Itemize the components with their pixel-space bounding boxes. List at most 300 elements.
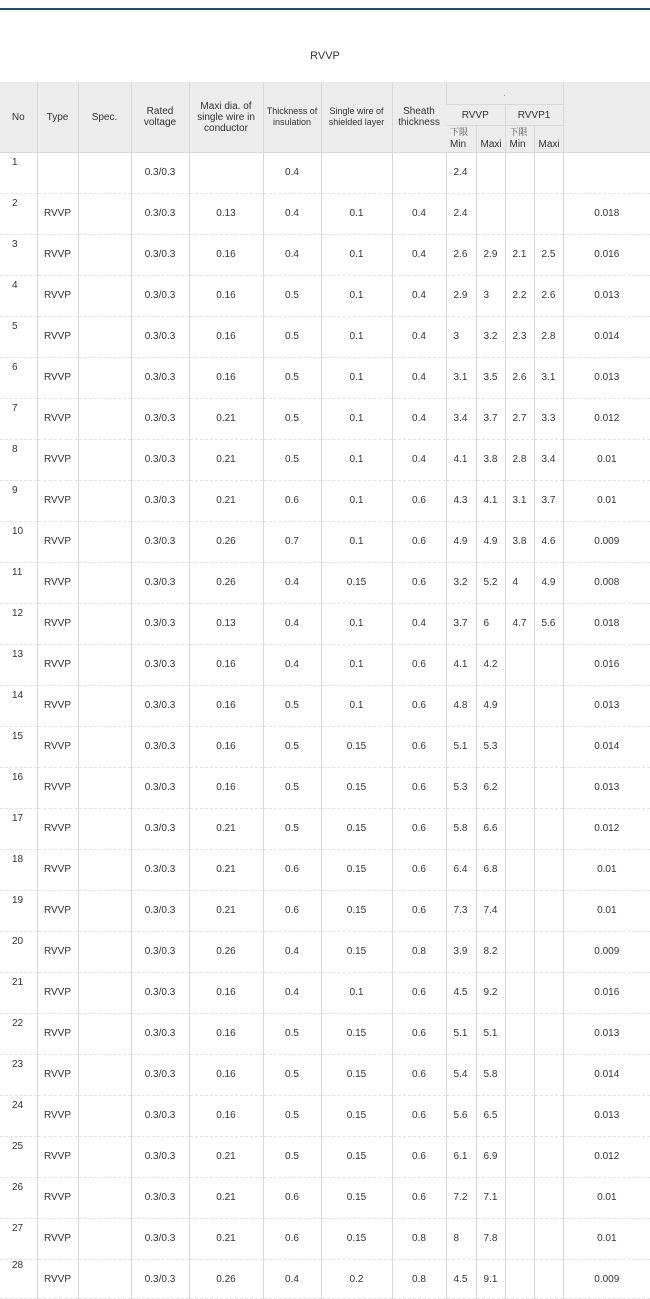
cell-rvvp1-maxi — [534, 686, 563, 727]
cell-last: 0.01 — [563, 1178, 650, 1219]
cell-spec — [78, 1178, 131, 1219]
table-row — [0, 850, 650, 891]
cell-rated-voltage: 0.3/0.3 — [131, 973, 189, 1014]
cell-shield-wire: 0.1 — [321, 645, 392, 686]
cell-rvvp-maxi: 6.5 — [476, 1096, 505, 1137]
cell-rvvp-min: 5.1 — [446, 727, 476, 768]
cell-maxi-dia: 0.13 — [189, 194, 263, 235]
cell-rvvp1-min — [505, 194, 534, 235]
cell-rvvp-min: 5.1 — [446, 1014, 476, 1055]
cell-sheath: 0.6 — [392, 563, 446, 604]
cell-rvvp-min: 7.3 — [446, 891, 476, 932]
cell-insulation: 0.4 — [263, 153, 321, 194]
cell-no: 25 — [12, 1141, 24, 1152]
cell-rated-voltage: 0.3/0.3 — [131, 522, 189, 563]
cell-rvvp-min: 3.2 — [446, 563, 476, 604]
cell-rvvp1-maxi — [534, 194, 563, 235]
cell-rated-voltage: 0.3/0.3 — [131, 194, 189, 235]
cell-shield-wire: 0.15 — [321, 1219, 392, 1260]
table-row — [0, 932, 650, 973]
cell-rvvp-min: 2.4 — [446, 194, 476, 235]
cell-rvvp-min: 3.4 — [446, 399, 476, 440]
cell-maxi-dia: 0.26 — [189, 522, 263, 563]
cell-maxi-dia: 0.21 — [189, 1178, 263, 1219]
cell-rvvp-min: 6.4 — [446, 850, 476, 891]
cell-spec — [78, 194, 131, 235]
cell-rvvp1-min: 4.7 — [505, 604, 534, 645]
cell-type: RVVP — [37, 645, 78, 686]
cell-rvvp-min: 8 — [446, 1219, 476, 1260]
cell-rvvp1-min: 2.3 — [505, 317, 534, 358]
cell-maxi-dia: 0.21 — [189, 891, 263, 932]
table-row — [0, 809, 650, 850]
cell-rvvp-maxi: 9.1 — [476, 1260, 505, 1299]
cell-sheath: 0.6 — [392, 973, 446, 1014]
cell-type: RVVP — [37, 1260, 78, 1299]
cell-no: 18 — [12, 854, 24, 865]
cell-type: RVVP — [37, 563, 78, 604]
cell-maxi-dia: 0.16 — [189, 768, 263, 809]
table-row — [0, 1096, 650, 1137]
cell-spec — [78, 1219, 131, 1260]
cell-last: 0.013 — [563, 358, 650, 399]
cell-spec — [78, 891, 131, 932]
cell-rvvp-min: 3 — [446, 317, 476, 358]
cell-last: 0.013 — [563, 768, 650, 809]
header-sheath-thickness: Sheath thickness — [392, 82, 446, 153]
cell-rvvp-maxi: 5.1 — [476, 1014, 505, 1055]
table-row — [0, 358, 650, 399]
cell-spec — [78, 768, 131, 809]
cell-type: RVVP — [37, 973, 78, 1014]
cell-rvvp1-maxi — [534, 1260, 563, 1299]
cell-rvvp-maxi: 6.9 — [476, 1137, 505, 1178]
header-single-wire-shield: Single wire of shielded layer — [321, 82, 392, 153]
cell-shield-wire — [321, 153, 392, 194]
header-rvvp-min: 下限 Min — [446, 126, 476, 153]
cell-insulation: 0.5 — [263, 686, 321, 727]
cell-rvvp1-min: 3.8 — [505, 522, 534, 563]
cell-maxi-dia: 0.21 — [189, 481, 263, 522]
cell-insulation: 0.5 — [263, 440, 321, 481]
table-row — [0, 235, 650, 276]
cell-type: RVVP — [37, 194, 78, 235]
cell-insulation: 0.5 — [263, 1096, 321, 1137]
table-row — [0, 1137, 650, 1178]
cell-rated-voltage: 0.3/0.3 — [131, 481, 189, 522]
top-rule — [0, 8, 650, 10]
table-row — [0, 399, 650, 440]
cell-insulation: 0.5 — [263, 399, 321, 440]
cell-no: 1 — [12, 157, 18, 168]
cell-rvvp-maxi — [476, 194, 505, 235]
cell-rvvp1-maxi — [534, 1137, 563, 1178]
cell-spec — [78, 358, 131, 399]
cell-rated-voltage: 0.3/0.3 — [131, 645, 189, 686]
cell-maxi-dia: 0.21 — [189, 1219, 263, 1260]
cell-rvvp1-maxi: 2.5 — [534, 235, 563, 276]
cell-rvvp-maxi: 2.9 — [476, 235, 505, 276]
cell-shield-wire: 0.1 — [321, 522, 392, 563]
cell-sheath: 0.6 — [392, 522, 446, 563]
cell-insulation: 0.5 — [263, 317, 321, 358]
header-spec: Spec. — [78, 82, 131, 153]
cell-spec — [78, 153, 131, 194]
cell-shield-wire: 0.1 — [321, 358, 392, 399]
header-blank — [563, 82, 650, 153]
cell-rvvp-maxi: 6 — [476, 604, 505, 645]
cell-no: 15 — [12, 731, 24, 742]
cell-type: RVVP — [37, 809, 78, 850]
cell-rvvp1-maxi — [534, 973, 563, 1014]
cell-shield-wire: 0.1 — [321, 317, 392, 358]
table-row — [0, 1055, 650, 1096]
cell-rated-voltage: 0.3/0.3 — [131, 440, 189, 481]
cell-last: 0.01 — [563, 891, 650, 932]
cell-rvvp-maxi: 9.2 — [476, 973, 505, 1014]
cell-rvvp-min: 5.3 — [446, 768, 476, 809]
cell-no: 16 — [12, 772, 24, 783]
cell-insulation: 0.4 — [263, 645, 321, 686]
cell-rated-voltage: 0.3/0.3 — [131, 1096, 189, 1137]
cell-rated-voltage: 0.3/0.3 — [131, 1219, 189, 1260]
cell-rvvp-maxi: 7.8 — [476, 1219, 505, 1260]
cell-no: 19 — [12, 895, 24, 906]
cell-spec — [78, 481, 131, 522]
cell-shield-wire: 0.1 — [321, 604, 392, 645]
cell-rvvp-min: 4.8 — [446, 686, 476, 727]
cell-type: RVVP — [37, 1014, 78, 1055]
cell-shield-wire: 0.1 — [321, 973, 392, 1014]
cell-shield-wire: 0.15 — [321, 1055, 392, 1096]
cell-rvvp1-min — [505, 1260, 534, 1299]
cell-sheath: 0.4 — [392, 440, 446, 481]
cell-maxi-dia: 0.26 — [189, 1260, 263, 1299]
cell-rvvp1-maxi — [534, 809, 563, 850]
cell-maxi-dia: 0.21 — [189, 399, 263, 440]
cell-rvvp-min: 3.7 — [446, 604, 476, 645]
cell-rvvp1-maxi — [534, 891, 563, 932]
cell-insulation: 0.6 — [263, 891, 321, 932]
cell-shield-wire: 0.15 — [321, 850, 392, 891]
cell-last: 0.009 — [563, 1260, 650, 1299]
cell-rvvp1-min: 2.7 — [505, 399, 534, 440]
cell-rvvp-min: 4.9 — [446, 522, 476, 563]
cell-spec — [78, 276, 131, 317]
table-row — [0, 686, 650, 727]
cell-rvvp-maxi: 3.7 — [476, 399, 505, 440]
cell-maxi-dia: 0.21 — [189, 850, 263, 891]
cell-sheath: 0.8 — [392, 1219, 446, 1260]
cell-type: RVVP — [37, 1219, 78, 1260]
spec-table — [0, 82, 650, 1299]
cell-rvvp-min: 7.2 — [446, 1178, 476, 1219]
cell-shield-wire: 0.15 — [321, 727, 392, 768]
cell-last: 0.016 — [563, 973, 650, 1014]
cell-sheath: 0.4 — [392, 235, 446, 276]
cell-rated-voltage: 0.3/0.3 — [131, 1178, 189, 1219]
cell-last: 0.01 — [563, 1219, 650, 1260]
cell-no: 20 — [12, 936, 24, 947]
cell-rvvp1-min: 3.1 — [505, 481, 534, 522]
cell-rvvp1-min — [505, 727, 534, 768]
table-row — [0, 317, 650, 358]
cell-spec — [78, 1014, 131, 1055]
cell-rvvp-min: 2.6 — [446, 235, 476, 276]
header-no: No — [0, 82, 37, 153]
cell-insulation: 0.4 — [263, 1260, 321, 1299]
cell-rvvp1-maxi — [534, 645, 563, 686]
cell-no: 24 — [12, 1100, 24, 1111]
cell-shield-wire: 0.15 — [321, 1178, 392, 1219]
cell-no: 7 — [12, 403, 18, 414]
cell-type: RVVP — [37, 1137, 78, 1178]
cell-rvvp1-maxi — [534, 768, 563, 809]
cell-rated-voltage: 0.3/0.3 — [131, 932, 189, 973]
cell-rvvp-maxi: 3.2 — [476, 317, 505, 358]
cell-spec — [78, 645, 131, 686]
cell-rated-voltage: 0.3/0.3 — [131, 1260, 189, 1299]
header-rvvp: RVVP — [446, 105, 505, 126]
cell-maxi-dia: 0.21 — [189, 1137, 263, 1178]
cell-sheath: 0.6 — [392, 1178, 446, 1219]
table-row — [0, 1178, 650, 1219]
cell-rvvp-min: 3.1 — [446, 358, 476, 399]
cell-rated-voltage: 0.3/0.3 — [131, 276, 189, 317]
cell-no: 12 — [12, 608, 24, 619]
cell-maxi-dia: 0.16 — [189, 276, 263, 317]
header-type: Type — [37, 82, 78, 153]
cell-last — [563, 153, 650, 194]
cell-maxi-dia: 0.16 — [189, 235, 263, 276]
cell-shield-wire: 0.15 — [321, 809, 392, 850]
cell-rvvp-maxi: 6.2 — [476, 768, 505, 809]
cell-no: 28 — [12, 1260, 24, 1271]
cell-no: 27 — [12, 1223, 24, 1234]
cell-last: 0.013 — [563, 686, 650, 727]
cell-maxi-dia: 0.16 — [189, 645, 263, 686]
table-row — [0, 645, 650, 686]
cell-rvvp1-min: 2.2 — [505, 276, 534, 317]
cell-type: RVVP — [37, 727, 78, 768]
cell-shield-wire: 0.2 — [321, 1260, 392, 1299]
cell-rvvp1-min: 2.8 — [505, 440, 534, 481]
cell-rvvp-min: 5.8 — [446, 809, 476, 850]
cell-insulation: 0.5 — [263, 358, 321, 399]
table-row — [0, 1260, 650, 1299]
table-row — [0, 768, 650, 809]
cell-maxi-dia: 0.16 — [189, 1096, 263, 1137]
cell-sheath: 0.8 — [392, 1260, 446, 1299]
cell-shield-wire: 0.1 — [321, 235, 392, 276]
cell-shield-wire: 0.15 — [321, 1014, 392, 1055]
cell-rvvp1-maxi: 3.3 — [534, 399, 563, 440]
header-maxi-dia: Maxi dia. of single wire in conductor — [189, 82, 263, 153]
cell-rvvp-min: 6.1 — [446, 1137, 476, 1178]
cell-sheath: 0.8 — [392, 932, 446, 973]
cell-type: RVVP — [37, 686, 78, 727]
header-thickness-insulation: Thickness of insulation — [263, 82, 321, 153]
cell-rvvp1-min — [505, 1055, 534, 1096]
cell-no: 21 — [12, 977, 24, 988]
cell-rvvp-min: 4.3 — [446, 481, 476, 522]
cell-rvvp1-min — [505, 1014, 534, 1055]
cell-maxi-dia: 0.16 — [189, 1014, 263, 1055]
cell-rvvp-maxi: 4.1 — [476, 481, 505, 522]
cell-maxi-dia: 0.21 — [189, 809, 263, 850]
cell-spec — [78, 932, 131, 973]
cell-maxi-dia: 0.16 — [189, 317, 263, 358]
cell-spec — [78, 317, 131, 358]
cell-maxi-dia: 0.16 — [189, 358, 263, 399]
cell-rvvp1-min — [505, 1219, 534, 1260]
cell-last: 0.013 — [563, 1014, 650, 1055]
cell-type: RVVP — [37, 891, 78, 932]
cell-rvvp-maxi: 7.4 — [476, 891, 505, 932]
cell-rated-voltage: 0.3/0.3 — [131, 809, 189, 850]
cell-rvvp-maxi: 5.8 — [476, 1055, 505, 1096]
cell-sheath: 0.4 — [392, 604, 446, 645]
cell-insulation: 0.4 — [263, 932, 321, 973]
cell-rated-voltage: 0.3/0.3 — [131, 1014, 189, 1055]
cell-rvvp1-maxi — [534, 1014, 563, 1055]
cell-no: 9 — [12, 485, 18, 496]
cell-insulation: 0.6 — [263, 1219, 321, 1260]
cell-last: 0.008 — [563, 563, 650, 604]
cell-maxi-dia: 0.16 — [189, 686, 263, 727]
cell-no: 6 — [12, 362, 18, 373]
cell-sheath: 0.6 — [392, 1096, 446, 1137]
table-row — [0, 891, 650, 932]
cell-rvvp1-min — [505, 768, 534, 809]
cell-sheath — [392, 153, 446, 194]
cell-no: 2 — [12, 198, 18, 209]
cell-insulation: 0.5 — [263, 768, 321, 809]
cell-no: 14 — [12, 690, 24, 701]
cell-rvvp1-min — [505, 1178, 534, 1219]
cell-insulation: 0.7 — [263, 522, 321, 563]
cell-type: RVVP — [37, 358, 78, 399]
cell-last: 0.018 — [563, 604, 650, 645]
cell-type — [37, 153, 78, 194]
cell-rvvp-maxi: 4.2 — [476, 645, 505, 686]
table-row — [0, 522, 650, 563]
cell-rated-voltage: 0.3/0.3 — [131, 1137, 189, 1178]
cell-sheath: 0.4 — [392, 317, 446, 358]
cell-no: 23 — [12, 1059, 24, 1070]
cell-rvvp-min: 4.5 — [446, 973, 476, 1014]
cell-last: 0.012 — [563, 809, 650, 850]
cell-rated-voltage: 0.3/0.3 — [131, 850, 189, 891]
cell-last: 0.016 — [563, 235, 650, 276]
table-row — [0, 563, 650, 604]
cell-rvvp1-min — [505, 891, 534, 932]
cell-rvvp1-maxi — [534, 727, 563, 768]
cell-type: RVVP — [37, 1178, 78, 1219]
table-row — [0, 276, 650, 317]
cell-type: RVVP — [37, 440, 78, 481]
table-row — [0, 194, 650, 235]
cell-shield-wire: 0.1 — [321, 399, 392, 440]
cell-sheath: 0.6 — [392, 686, 446, 727]
cell-rated-voltage: 0.3/0.3 — [131, 891, 189, 932]
cell-maxi-dia: 0.16 — [189, 1055, 263, 1096]
cell-sheath: 0.4 — [392, 358, 446, 399]
cell-insulation: 0.5 — [263, 1055, 321, 1096]
cell-shield-wire: 0.1 — [321, 440, 392, 481]
table-row — [0, 440, 650, 481]
cell-spec — [78, 727, 131, 768]
cell-type: RVVP — [37, 481, 78, 522]
cell-rvvp1-maxi — [534, 1096, 563, 1137]
cell-rvvp-maxi: 6.8 — [476, 850, 505, 891]
cell-type: RVVP — [37, 850, 78, 891]
header-rvvp1: RVVP1 — [505, 105, 563, 126]
cell-rvvp1-maxi: 3.4 — [534, 440, 563, 481]
cell-sheath: 0.6 — [392, 1137, 446, 1178]
cell-rated-voltage: 0.3/0.3 — [131, 153, 189, 194]
cell-spec — [78, 604, 131, 645]
cell-insulation: 0.5 — [263, 1014, 321, 1055]
header-rvvp1-maxi: Maxi — [534, 126, 563, 153]
cell-spec — [78, 809, 131, 850]
cell-sheath: 0.6 — [392, 1014, 446, 1055]
cell-type: RVVP — [37, 235, 78, 276]
cell-rvvp1-maxi — [534, 932, 563, 973]
table-row — [0, 727, 650, 768]
cell-spec — [78, 235, 131, 276]
cell-type: RVVP — [37, 399, 78, 440]
cell-rated-voltage: 0.3/0.3 — [131, 235, 189, 276]
cell-type: RVVP — [37, 1096, 78, 1137]
cell-rvvp1-min: 2.1 — [505, 235, 534, 276]
cell-rvvp1-maxi — [534, 1055, 563, 1096]
table-row — [0, 973, 650, 1014]
cell-last: 0.01 — [563, 850, 650, 891]
cell-rated-voltage: 0.3/0.3 — [131, 358, 189, 399]
cell-spec — [78, 563, 131, 604]
cell-insulation: 0.4 — [263, 563, 321, 604]
cell-rvvp-maxi: 3.8 — [476, 440, 505, 481]
cell-spec — [78, 1096, 131, 1137]
cell-shield-wire: 0.15 — [321, 932, 392, 973]
cell-maxi-dia: 0.16 — [189, 727, 263, 768]
table-row — [0, 153, 650, 194]
header-group-dot: . — [446, 82, 563, 105]
cell-type: RVVP — [37, 317, 78, 358]
header-rated-voltage: Rated voltage — [131, 82, 189, 153]
cell-spec — [78, 440, 131, 481]
cell-rvvp-min: 2.4 — [446, 153, 476, 194]
cell-maxi-dia: 0.21 — [189, 440, 263, 481]
cell-no: 10 — [12, 526, 24, 537]
cell-shield-wire: 0.1 — [321, 686, 392, 727]
cell-rvvp-min: 4.1 — [446, 440, 476, 481]
cell-rated-voltage: 0.3/0.3 — [131, 317, 189, 358]
cell-type: RVVP — [37, 276, 78, 317]
cell-rvvp-min: 3.9 — [446, 932, 476, 973]
cell-sheath: 0.6 — [392, 727, 446, 768]
cell-last: 0.013 — [563, 276, 650, 317]
cell-shield-wire: 0.15 — [321, 768, 392, 809]
table-row — [0, 1014, 650, 1055]
cell-no: 11 — [12, 567, 23, 578]
cell-shield-wire: 0.15 — [321, 1096, 392, 1137]
cell-insulation: 0.5 — [263, 809, 321, 850]
cell-maxi-dia: 0.16 — [189, 973, 263, 1014]
cell-spec — [78, 1260, 131, 1299]
cell-sheath: 0.4 — [392, 276, 446, 317]
